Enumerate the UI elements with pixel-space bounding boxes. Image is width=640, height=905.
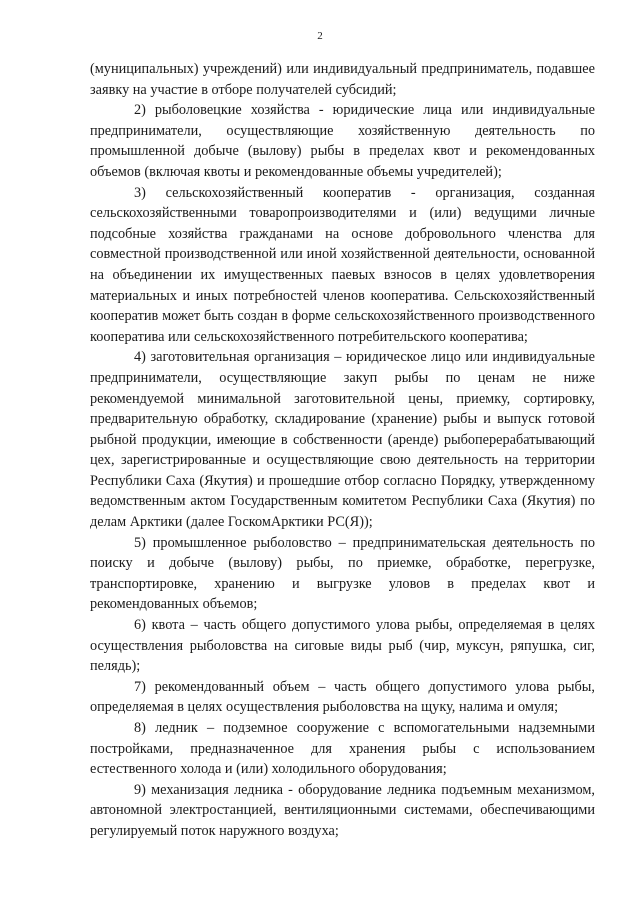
paragraph-item-4: 4) заготовительная организация – юридическое лицо или индивидуальные предприниматели, осуществляющие закуп рыбы по ценам не ниже рекомендуемой минимальной заготовительной цены, приемку, сортировку, предварительную обработку, складирование (хранение) рыбы и выпуск готовой рыбной продукции, имеющие в собственности (аренде) рыбоперерабатывающий цех, зарегистрированные и осуществляющие свою деятельность на территории Республики Саха (Якутия) и прошедшие отбор согласно Порядку, утвержденному ведомственным актом Государственным комитетом Республики Саха (Якутия) по делам Арктики (далее ГоскомАрктики РС(Я)); bbox=[90, 349, 595, 531]
paragraph-item-2: 2) рыболовецкие хозяйства - юридические лица или индивидуальные предприниматели, осуществляющие хозяйственную деятельность по промышленной добыче (вылову) рыбы в пределах квот и рекомендованных объемов (включая квоты и рекомендованные объемы учредителей); bbox=[90, 102, 595, 180]
paragraph-item-7: 7) рекомендованный объем – часть общего допустимого улова рыбы, определяемая в целях осуществления рыболовства на щуку, налима и омуля; bbox=[90, 678, 595, 716]
paragraph-item-9: 9) механизация ледника - оборудование ледника подъемным механизмом, автономной электростанцией, вентиляционными системами, обеспечивающими регулируемый поток наружного воздуха; bbox=[90, 781, 595, 839]
paragraph-item-3: 3) сельскохозяйственный кооператив - организация, созданная сельскохозяйственными товаропроизводителями и (или) ведущими личные подсобные хозяйства гражданами на основе добровольного членства для совместной производственной или иной хозяйственной деятельности, основанной на объединении их имущественных паевых взносов в целях удовлетворения материальных и иных потребностей членов кооператива. Сельскохозяйственный кооператив может быть создан в форме сельскохозяйственного производственного кооператива или сельскохозяйственного потребительского кооператива; bbox=[90, 184, 595, 345]
document-body bbox=[90, 59, 595, 842]
paragraph-item-6: 6) квота – часть общего допустимого улова рыбы, определяемая в целях осуществления рыболовства на сиговые виды рыб (чир, муксун, ряпушка, сиг, пелядь); bbox=[90, 617, 595, 675]
paragraph-item-8: 8) ледник – подземное сооружение с вспомогательными надземными постройками, предназначенное для хранения рыбы с использованием естественного холода и (или) холодильного оборудования; bbox=[90, 720, 595, 778]
paragraph-continuation: (муниципальных) учреждений) или индивидуальный предприниматель, подавшее заявку на участие в отборе получателей субсидий; bbox=[90, 61, 595, 98]
paragraph-item-5: 5) промышленное рыболовство – предпринимательская деятельность по поиску и добыче (вылову) рыбы, по приемке, обработке, перегрузке, транспортировке, хранению и выгрузке уловов в пределах квот и рекомендованных объемов; bbox=[90, 534, 595, 613]
page-number: 2 bbox=[317, 30, 323, 42]
